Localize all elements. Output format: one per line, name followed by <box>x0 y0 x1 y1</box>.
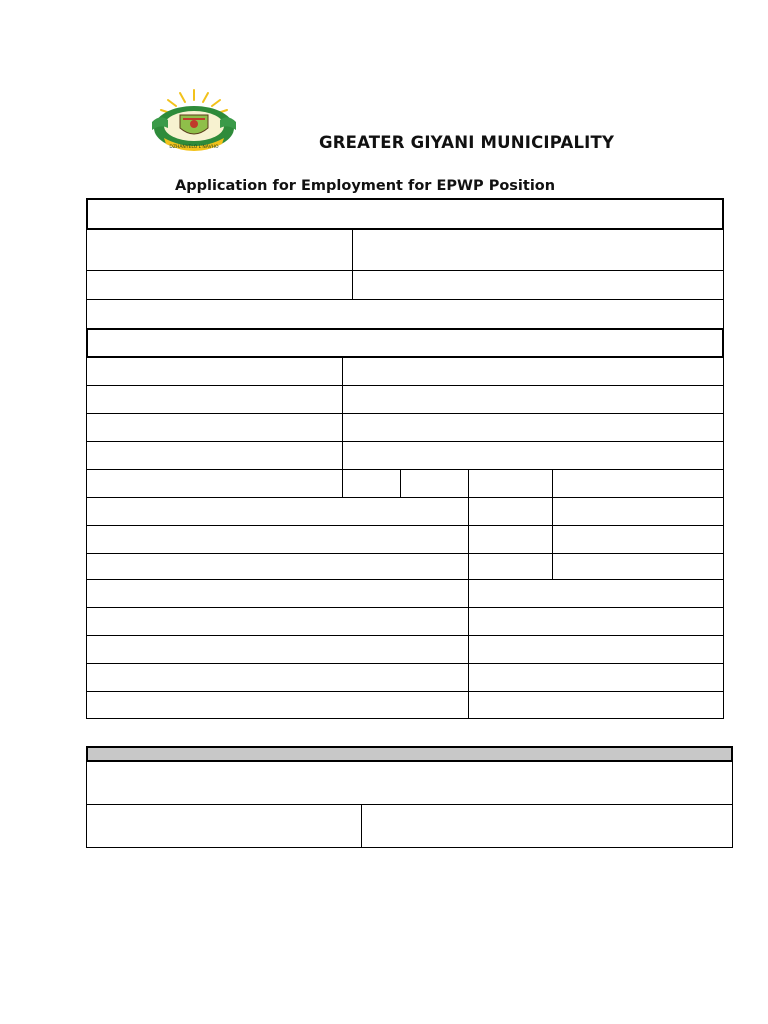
date-field[interactable] <box>361 804 733 848</box>
form-cell-r10-value[interactable] <box>552 497 724 526</box>
form-cell-r11-label <box>86 525 469 554</box>
form-cell-r7-value[interactable] <box>342 413 724 442</box>
form-cell-r9-option-1[interactable] <box>342 469 401 498</box>
form-cell-r17-value[interactable] <box>468 691 724 719</box>
form-cell-r9-option-2[interactable] <box>400 469 469 498</box>
form-cell-r10-check[interactable] <box>468 497 553 526</box>
signature-field[interactable] <box>86 804 362 848</box>
form-cell-r17-label <box>86 691 469 719</box>
form-cell-r6-value[interactable] <box>342 385 724 414</box>
municipality-logo <box>150 88 238 154</box>
form-cell-r3-full[interactable] <box>86 299 724 329</box>
form-cell-r9-label <box>86 469 343 498</box>
organization-title: GREATER GIYANI MUNICIPALITY <box>319 133 615 152</box>
position-applied-field[interactable] <box>86 198 724 230</box>
declaration-field[interactable] <box>86 761 733 805</box>
form-cell-r1-label <box>86 229 353 271</box>
section-bar-grey <box>86 746 733 762</box>
form-cell-r11-check[interactable] <box>468 525 553 554</box>
form-title: Application for Employment for EPWP Position <box>175 178 556 194</box>
form-cell-r15-label <box>86 635 469 664</box>
form-cell-r14-value[interactable] <box>468 607 724 636</box>
form-cell-r12-check[interactable] <box>468 553 553 580</box>
form-cell-r8-value[interactable] <box>342 441 724 470</box>
form-cell-r11-value[interactable] <box>552 525 724 554</box>
form-cell-r5-label <box>86 357 343 386</box>
form-cell-r16-value[interactable] <box>468 663 724 692</box>
form-cell-r6-label <box>86 385 343 414</box>
form-cell-r16-label <box>86 663 469 692</box>
form-cell-r9-option-3[interactable] <box>468 469 553 498</box>
form-cell-r12-value[interactable] <box>552 553 724 580</box>
form-cell-r10-label <box>86 497 469 526</box>
form-cell-r7-label <box>86 413 343 442</box>
form-cell-r13-value[interactable] <box>468 579 724 608</box>
form-cell-r12-label <box>86 553 469 580</box>
form-cell-r13-label <box>86 579 469 608</box>
form-cell-r14-label <box>86 607 469 636</box>
form-cell-r15-value[interactable] <box>468 635 724 664</box>
form-cell-r8-label <box>86 441 343 470</box>
form-cell-r1-value[interactable] <box>352 229 724 271</box>
form-cell-r2-value[interactable] <box>352 270 724 300</box>
logo-motto: DZHANYELO L'NAVHO <box>169 145 219 150</box>
form-cell-r2-label <box>86 270 353 300</box>
section-header-row <box>86 328 724 358</box>
form-cell-r9-option-4[interactable] <box>552 469 724 498</box>
form-cell-r5-value[interactable] <box>342 357 724 386</box>
